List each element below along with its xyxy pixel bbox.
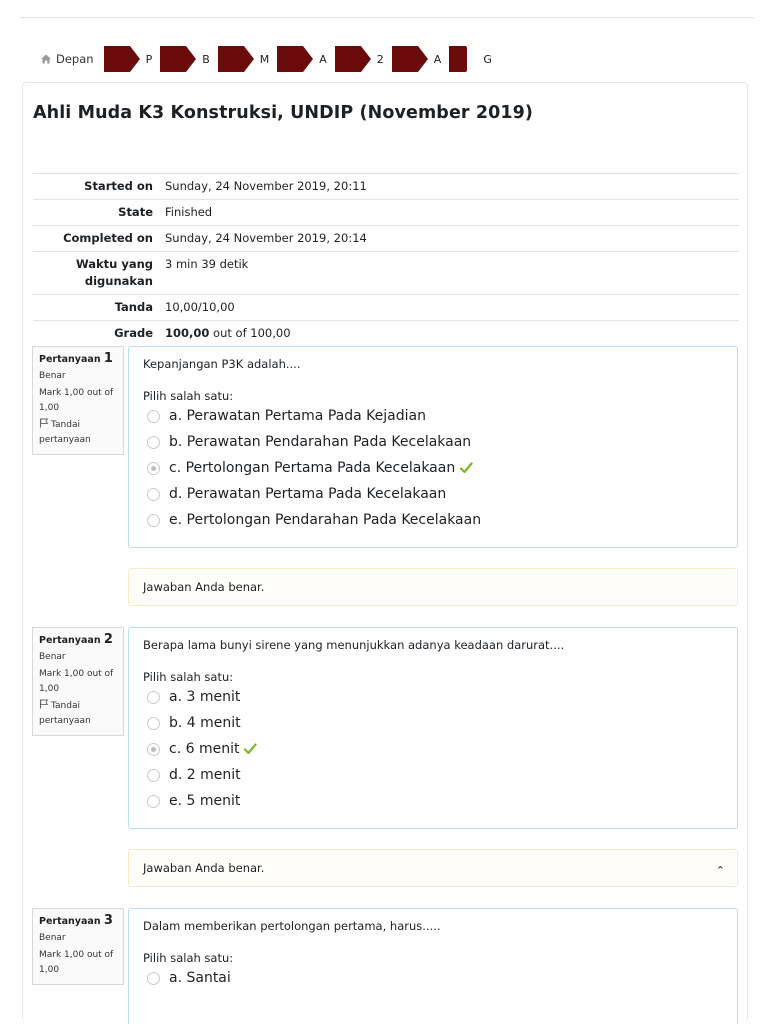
answer-radio-checked[interactable] xyxy=(147,743,160,756)
breadcrumb-arrow xyxy=(160,46,186,72)
flag-label: pertanyaan xyxy=(39,716,91,726)
breadcrumb-item-label: M xyxy=(259,52,270,66)
answer-option-label: e. Pertolongan Pendarahan Pada Kecelakaan xyxy=(169,512,482,528)
question-content xyxy=(128,627,738,829)
answer-option[interactable] xyxy=(147,710,723,736)
top-divider xyxy=(20,17,754,18)
breadcrumb-item[interactable] xyxy=(277,45,331,73)
check-icon xyxy=(243,742,257,756)
answer-prompt: Pilih salah satu: xyxy=(143,670,234,684)
answer-option-selected[interactable] xyxy=(147,455,723,481)
question-content xyxy=(128,346,738,548)
answer-option-label: c. 6 menit xyxy=(169,741,240,757)
question-info xyxy=(32,346,124,455)
answer-option[interactable] xyxy=(147,762,723,788)
feedback-text: Jawaban Anda benar. xyxy=(143,580,265,594)
feedback-text: Jawaban Anda benar. xyxy=(143,861,265,875)
breadcrumb-arrow xyxy=(449,46,467,72)
summary-row-state xyxy=(33,199,739,225)
breadcrumb-item-label: 2 xyxy=(376,52,384,66)
breadcrumb-arrow xyxy=(104,46,130,72)
question-info xyxy=(32,627,124,736)
answer-prompt: Pilih salah satu: xyxy=(143,389,234,403)
question-mark: Mark 1,00 out of 1,00 xyxy=(39,388,114,413)
question-label: Pertanyaan xyxy=(39,635,101,646)
answer-option-label: a. Santai xyxy=(169,970,231,986)
answer-radio[interactable] xyxy=(147,488,160,501)
grade-score: 100,00 xyxy=(165,326,210,340)
breadcrumb-item-label: A xyxy=(319,52,327,66)
attempt-summary-table xyxy=(33,173,739,346)
answer-radio[interactable] xyxy=(147,691,160,704)
question-number-value: 3 xyxy=(103,913,113,928)
answer-option[interactable] xyxy=(147,788,723,814)
answer-option[interactable] xyxy=(147,429,723,455)
summary-value: Sunday, 24 November 2019, 20:14 xyxy=(165,231,367,245)
question-status: Benar xyxy=(39,371,66,381)
breadcrumb-item[interactable] xyxy=(104,45,157,73)
summary-key-line: digunakan xyxy=(84,274,153,288)
answer-radio-checked[interactable] xyxy=(147,462,160,475)
question-mark: Mark 1,00 out of 1,00 xyxy=(39,950,114,975)
answer-radio[interactable] xyxy=(147,410,160,423)
summary-key: Tanda xyxy=(114,300,153,314)
answer-option-label: d. Perawatan Pertama Pada Kecelakaan xyxy=(169,486,447,502)
summary-value: Finished xyxy=(165,205,213,219)
summary-row-marks xyxy=(33,294,739,320)
summary-key: Grade xyxy=(114,326,153,340)
answer-option-label: e. 5 menit xyxy=(169,793,241,809)
breadcrumb-item[interactable] xyxy=(449,45,496,73)
breadcrumb-item-label: A xyxy=(433,52,442,66)
answer-radio[interactable] xyxy=(147,514,160,527)
breadcrumb xyxy=(40,45,500,73)
answer-option-label: b. Perawatan Pendarahan Pada Kecelakaan xyxy=(169,434,472,450)
answer-option[interactable] xyxy=(147,965,723,991)
summary-value: Sunday, 24 November 2019, 20:11 xyxy=(165,179,367,193)
summary-key: Started on xyxy=(84,179,153,193)
answer-option[interactable] xyxy=(147,507,723,533)
answer-option-label: b. 4 menit xyxy=(169,715,241,731)
breadcrumb-arrow xyxy=(277,46,303,72)
answer-prompt: Pilih salah satu: xyxy=(143,951,234,965)
question-text: Berapa lama bunyi sirene yang menunjukkan adanya keadaan darurat.... xyxy=(143,638,565,652)
flag-icon xyxy=(39,418,49,428)
summary-key: Completed on xyxy=(63,231,153,245)
question-status: Benar xyxy=(39,933,66,943)
answer-option-label: a. Perawatan Pertama Pada Kejadian xyxy=(169,408,426,424)
summary-key-line: Waktu yang xyxy=(75,257,153,271)
breadcrumb-arrow xyxy=(218,46,244,72)
breadcrumb-item[interactable] xyxy=(160,45,214,73)
summary-value: 10,00/10,00 xyxy=(165,300,235,314)
breadcrumb-item[interactable] xyxy=(392,45,446,73)
check-icon xyxy=(459,461,473,475)
answer-radio[interactable] xyxy=(147,717,160,730)
flag-label: pertanyaan xyxy=(39,435,91,445)
breadcrumb-arrow xyxy=(335,46,361,72)
grade-out-of: out of 100,00 xyxy=(213,326,291,340)
answer-radio[interactable] xyxy=(147,769,160,782)
answer-option[interactable] xyxy=(147,684,723,710)
flag-question-link[interactable] xyxy=(39,699,117,729)
summary-key xyxy=(33,256,161,290)
question-label: Pertanyaan xyxy=(39,916,101,927)
breadcrumb-item-label: G xyxy=(483,52,492,66)
flag-icon xyxy=(39,699,49,709)
question-feedback xyxy=(128,568,738,606)
question-number-value: 1 xyxy=(103,351,113,366)
flag-label: Tandai xyxy=(51,701,80,711)
answer-option[interactable] xyxy=(147,481,723,507)
answer-radio[interactable] xyxy=(147,972,160,985)
question-feedback xyxy=(128,849,738,887)
home-icon xyxy=(40,53,52,65)
answer-option-label: a. 3 menit xyxy=(169,689,241,705)
question-text: Kepanjangan P3K adalah.... xyxy=(143,357,301,371)
question-number xyxy=(39,351,117,367)
question-label: Pertanyaan xyxy=(39,354,101,365)
breadcrumb-item-label: B xyxy=(202,52,210,66)
summary-row-completed xyxy=(33,225,739,251)
question-info xyxy=(32,908,124,985)
answer-option-selected[interactable] xyxy=(147,736,723,762)
summary-value xyxy=(161,325,739,342)
breadcrumb-item[interactable] xyxy=(218,45,274,73)
summary-key: State xyxy=(118,205,153,219)
question-status: Benar xyxy=(39,652,66,662)
page-title: Ahli Muda K3 Konstruksi, UNDIP (November 2019) xyxy=(33,103,534,123)
breadcrumb-home-label: Depan xyxy=(56,52,94,66)
answer-option[interactable] xyxy=(147,403,723,429)
answer-option-label: d. 2 menit xyxy=(169,767,241,783)
summary-value: 3 min 39 detik xyxy=(165,257,249,271)
breadcrumb-item-label: P xyxy=(145,52,153,66)
answer-radio[interactable] xyxy=(147,436,160,449)
summary-row-time-taken xyxy=(33,251,739,294)
summary-row-started xyxy=(33,173,739,199)
caret-up-icon[interactable]: ⌃ xyxy=(715,864,725,877)
question-number-value: 2 xyxy=(103,632,113,647)
question-number xyxy=(39,632,117,648)
breadcrumb-home-link[interactable] xyxy=(40,52,94,66)
breadcrumb-item[interactable] xyxy=(335,45,388,73)
question-content xyxy=(128,908,738,1024)
flag-question-link[interactable] xyxy=(39,418,117,448)
answer-option-label: c. Pertolongan Pertama Pada Kecelakaan xyxy=(169,460,456,476)
question-text: Dalam memberikan pertolongan pertama, harus..... xyxy=(143,919,441,933)
answer-radio[interactable] xyxy=(147,795,160,808)
question-number xyxy=(39,913,117,929)
question-mark: Mark 1,00 out of 1,00 xyxy=(39,669,114,694)
flag-label: Tandai xyxy=(51,420,80,430)
summary-row-grade xyxy=(33,320,739,346)
breadcrumb-arrow xyxy=(392,46,418,72)
